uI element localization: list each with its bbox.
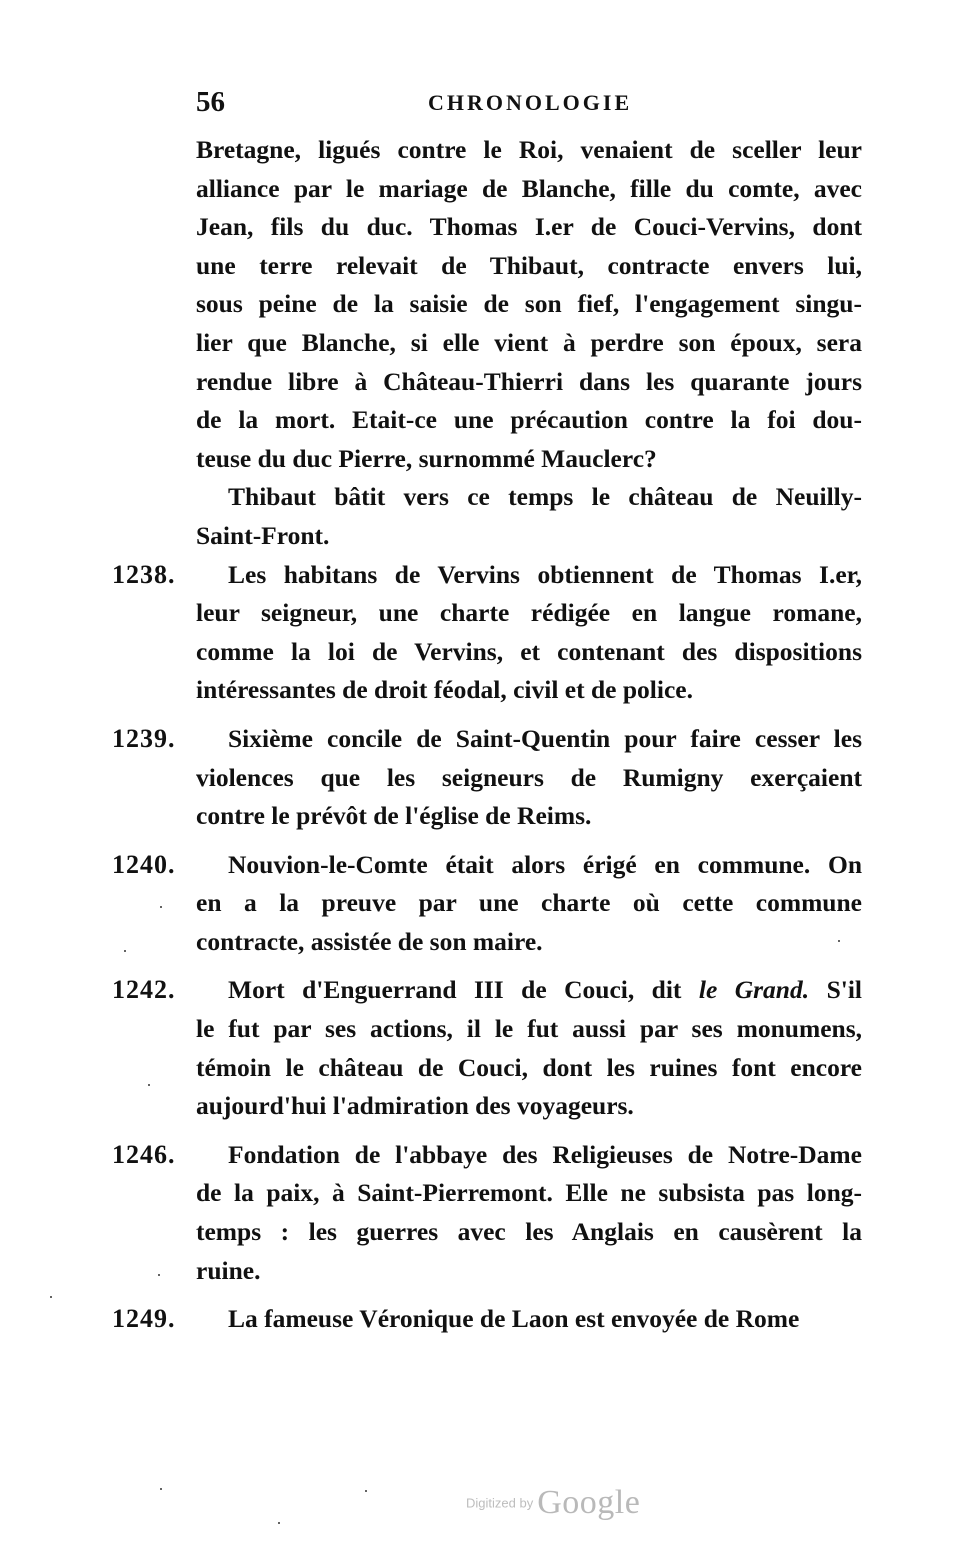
entry-year: 1240. (112, 849, 176, 879)
scan-speck (160, 906, 162, 908)
text-line: Jean, fils du duc. Thomas I.er de Couci-Vervins, dont (196, 212, 862, 242)
text-line: teuse du duc Pierre, surnommé Mauclerc? (196, 443, 657, 473)
scan-speck (278, 1522, 280, 1524)
digitization-footer (466, 1484, 640, 1524)
digitized-by-label: Digitized by (466, 1495, 534, 1511)
text-line: leur seigneur, une charte rédigée en langue romane, (196, 598, 862, 628)
text-line: contracte, assistée de son maire. (196, 926, 543, 956)
continuation-paragraph (196, 131, 862, 478)
thibaut-paragraph (196, 478, 862, 555)
text-line: lier que Blanche, si elle vient à perdre son époux, sera (196, 327, 862, 357)
text-line: aujourd'hui l'admiration des voyageurs. (196, 1091, 634, 1121)
chronology-entry-1242 (112, 971, 862, 1125)
text-line: violences que les seigneurs de Rumigny exerçaient (196, 762, 862, 792)
epithet-italic: le Grand. (698, 975, 810, 1005)
google-logo: Google (537, 1484, 641, 1521)
entry-year: 1242. (112, 975, 176, 1005)
entry-year: 1249. (112, 1304, 176, 1334)
text-line: sous peine de la saisie de son fief, l'engagement singu- (196, 289, 862, 319)
text-line: Thibaut bâtit vers ce temps le château de Neuilly- (228, 482, 862, 512)
chronology-entry-1240 (112, 846, 862, 962)
text-line: Saint-Front. (196, 520, 330, 550)
text-line: en a la preuve par une charte où cette commune (196, 888, 862, 918)
chronology-entry-1246 (112, 1136, 862, 1290)
scan-speck (838, 940, 840, 942)
text-line: comme la loi de Vervins, et contenant des dispositions (196, 636, 862, 666)
text-line: Les habitans de Vervins obtiennent de Thomas I.er, (228, 559, 862, 589)
text-line: ruine. (196, 1255, 261, 1285)
text-line: le fut par ses actions, il le fut aussi par ses monumens, (196, 1014, 862, 1044)
chronology-entry-1238 (112, 556, 862, 710)
scan-speck (160, 1488, 162, 1490)
text-line: alliance par le mariage de Blanche, fille du comte, avec (196, 173, 862, 203)
text-line: une terre relevait de Thibaut, contracte envers lui, (196, 250, 862, 280)
text-line: témoin le château de Couci, dont les ruines font encore (196, 1052, 862, 1082)
text-line: Fondation de l'abbaye des Religieuses de Notre-Dame (228, 1139, 862, 1169)
entry-year: 1238. (112, 559, 176, 589)
text-line: Bretagne, ligués contre le Roi, venaient de sceller leur (196, 135, 862, 164)
chronology-entry-1239 (112, 720, 862, 836)
scan-speck (50, 1296, 52, 1298)
text-line: temps : les guerres avec les Anglais en causèrent la (196, 1217, 862, 1247)
scan-speck (148, 1084, 150, 1086)
text-line: de la mort. Etait-ce une précaution contre la foi dou- (196, 405, 862, 435)
main-text (112, 131, 862, 1339)
text-line: de la paix, à Saint-Pierremont. Elle ne subsista pas long- (196, 1178, 862, 1208)
text-line: rendue libre à Château-Thierri dans les quarante jours (196, 366, 862, 396)
text-line (196, 971, 862, 1010)
page-number: 56 (196, 86, 225, 118)
running-head: CHRONOLOGIE (428, 90, 633, 115)
scan-speck (365, 1490, 367, 1492)
text-fragment: Mort d'Enguerrand III de Couci, dit (228, 975, 682, 1005)
text-line: contre le prévôt de l'église de Reims. (196, 801, 592, 831)
entry-year: 1246. (112, 1139, 176, 1169)
chronology-entry-1249 (112, 1300, 862, 1339)
text-line: La fameuse Véronique de Laon est envoyée de Rome (228, 1304, 800, 1334)
entry-year: 1239. (112, 723, 176, 753)
scan-speck (158, 1274, 160, 1276)
text-line: Nouvion-le-Comte était alors érigé en commune. On (228, 849, 862, 879)
text-line: intéressantes de droit féodal, civil et de police. (196, 675, 693, 705)
page-header (196, 86, 856, 126)
text-fragment: S'il (826, 975, 862, 1005)
scan-speck (124, 950, 126, 952)
text-line: Sixième concile de Saint-Quentin pour faire cesser les (228, 723, 862, 753)
